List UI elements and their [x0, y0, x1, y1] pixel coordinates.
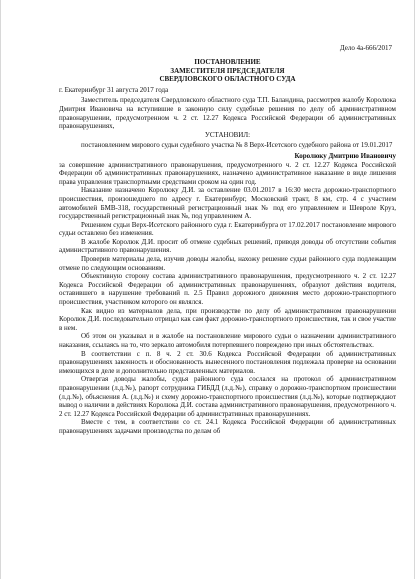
- body-paragraph: Об этом он указывал и в жалобе на постановление мирового судьи о назначении административного наказания, ссылаясь на то, что зеркало автомобиля потерпевшего повреждено при иных обстоятельствах.: [59, 332, 396, 349]
- intro-paragraph: Заместитель председателя Свердловского областного суда Т.П. Баландина, рассмотрев жалобу Королюка Дмитрия Ивановича на вступившие в законную силу судебные решения по делу об административном правонарушении, предусмотренном ч. 2 ст. 12.27 Кодекса Российской Федерации об административных правонарушениях,: [59, 96, 396, 131]
- established-heading: УСТАНОВИЛ:: [204, 130, 251, 139]
- body-paragraph: Объективную сторону состава административного правонарушения, предусмотренного ч. 2 ст. 12.27 Кодекса Российской Федерации об административных правонарушениях, образуют действия водителя, оставившего в нарушение требований п. 2.5 Правил дорожного движения место дорожно-транспортного происшествия, участником которого он являлся.: [59, 272, 396, 307]
- case-number: Дело 4а-666/2017: [339, 44, 392, 52]
- place-date-row: [59, 86, 396, 95]
- document-title: [59, 58, 396, 84]
- place-date: [59, 86, 168, 95]
- body-paragraph: Вместе с тем, в соответствии со ст. 24.1 Кодекса Российской Федерации об административных правонарушениях задачами производства по делам об: [59, 418, 396, 435]
- body-paragraph: В жалобе Королюк Д.И. просит об отмене судебных решений, приводя доводы об отсутствии события административного правонарушения.: [59, 237, 396, 255]
- date: 31 августа 2017 года: [107, 85, 169, 94]
- person-name: Королюку Дмитрию Ивановичу: [294, 151, 396, 160]
- place: г. Екатеринбург: [59, 85, 106, 94]
- body-paragraph: за совершение административного правонарушения, предусмотренного ч. 2 ст. 12.27 Кодекса Российской Федерации об административных правонарушениях, назначено административное наказание в виде лишения права управления транспортными средствами сроком на один год.: [59, 160, 396, 186]
- body-paragraph: Отвергая доводы жалобы, судья районного суда сослался на протокол об административном правонарушении (л.д.№), рапорт сотрудника ГИБДД (л.д.№), справку о дорожно-транспортном происшествии (л.д.№), объяснения А. (л.д.№) и схему дорожно-транспортного происшествия (л.д.№), которые подтверждают вывод о наличии в действиях Королюка Д.И. состава административного правонарушения, предусмотренного ч. 2 ст. 12.27 Кодекса Российской Федерации об административных правонарушениях.: [59, 375, 396, 418]
- body-paragraph: Как видно из материалов дела, при производстве по делу об административном правонарушении Королюк Д.И. последовательно отрицал как сам факт дорожно-транспортного происшествия, так и свое участие в нем.: [59, 306, 396, 332]
- decision-line: постановлением мирового судьи судебного участка № 8 Верх-Исетского судебного района от 19.01.2017: [81, 141, 393, 150]
- title-line: ЗАМЕСТИТЕЛЯ ПРЕДСЕДАТЕЛЯ: [170, 66, 285, 75]
- title-line: СВЕРДЛОВСКОГО ОБЛАСТНОГО СУДА: [159, 75, 296, 84]
- title-line: ПОСТАНОВЛЕНИЕ: [194, 58, 261, 66]
- body-paragraph: Проверив материалы дела, изучив доводы жалобы, нахожу решение судьи районного суда подлежащим отмене по следующим основаниям.: [59, 255, 396, 272]
- body-paragraph: В соответствии с п. 8 ч. 2 ст. 30.6 Кодекса Российской Федерации об административных правонарушениях законность и обоснованность вынесенного постановления подлежала проверке на основании имеющихся в деле и дополнительно представленных материалов.: [59, 349, 396, 375]
- body-paragraph: Наказание назначено Королюку Д.И. за оставление 03.01.2017 в 16:30 места дорожно-транспортного происшествия, произошедшего по адресу г. Екатеринбург, Московский тракт, 8 км, стр. 4 с участием автомобилей БМВ-318, государственный регистрационный знак № под его управлением и Шевроле Круз, государственный регистрационный знак №, под управлением А.: [59, 186, 396, 221]
- body-paragraph: Решением судьи Верх-Исетского районного суда г. Екатеринбурга от 17.02.2017 постановление мирового судьи оставлено без изменения.: [59, 220, 396, 238]
